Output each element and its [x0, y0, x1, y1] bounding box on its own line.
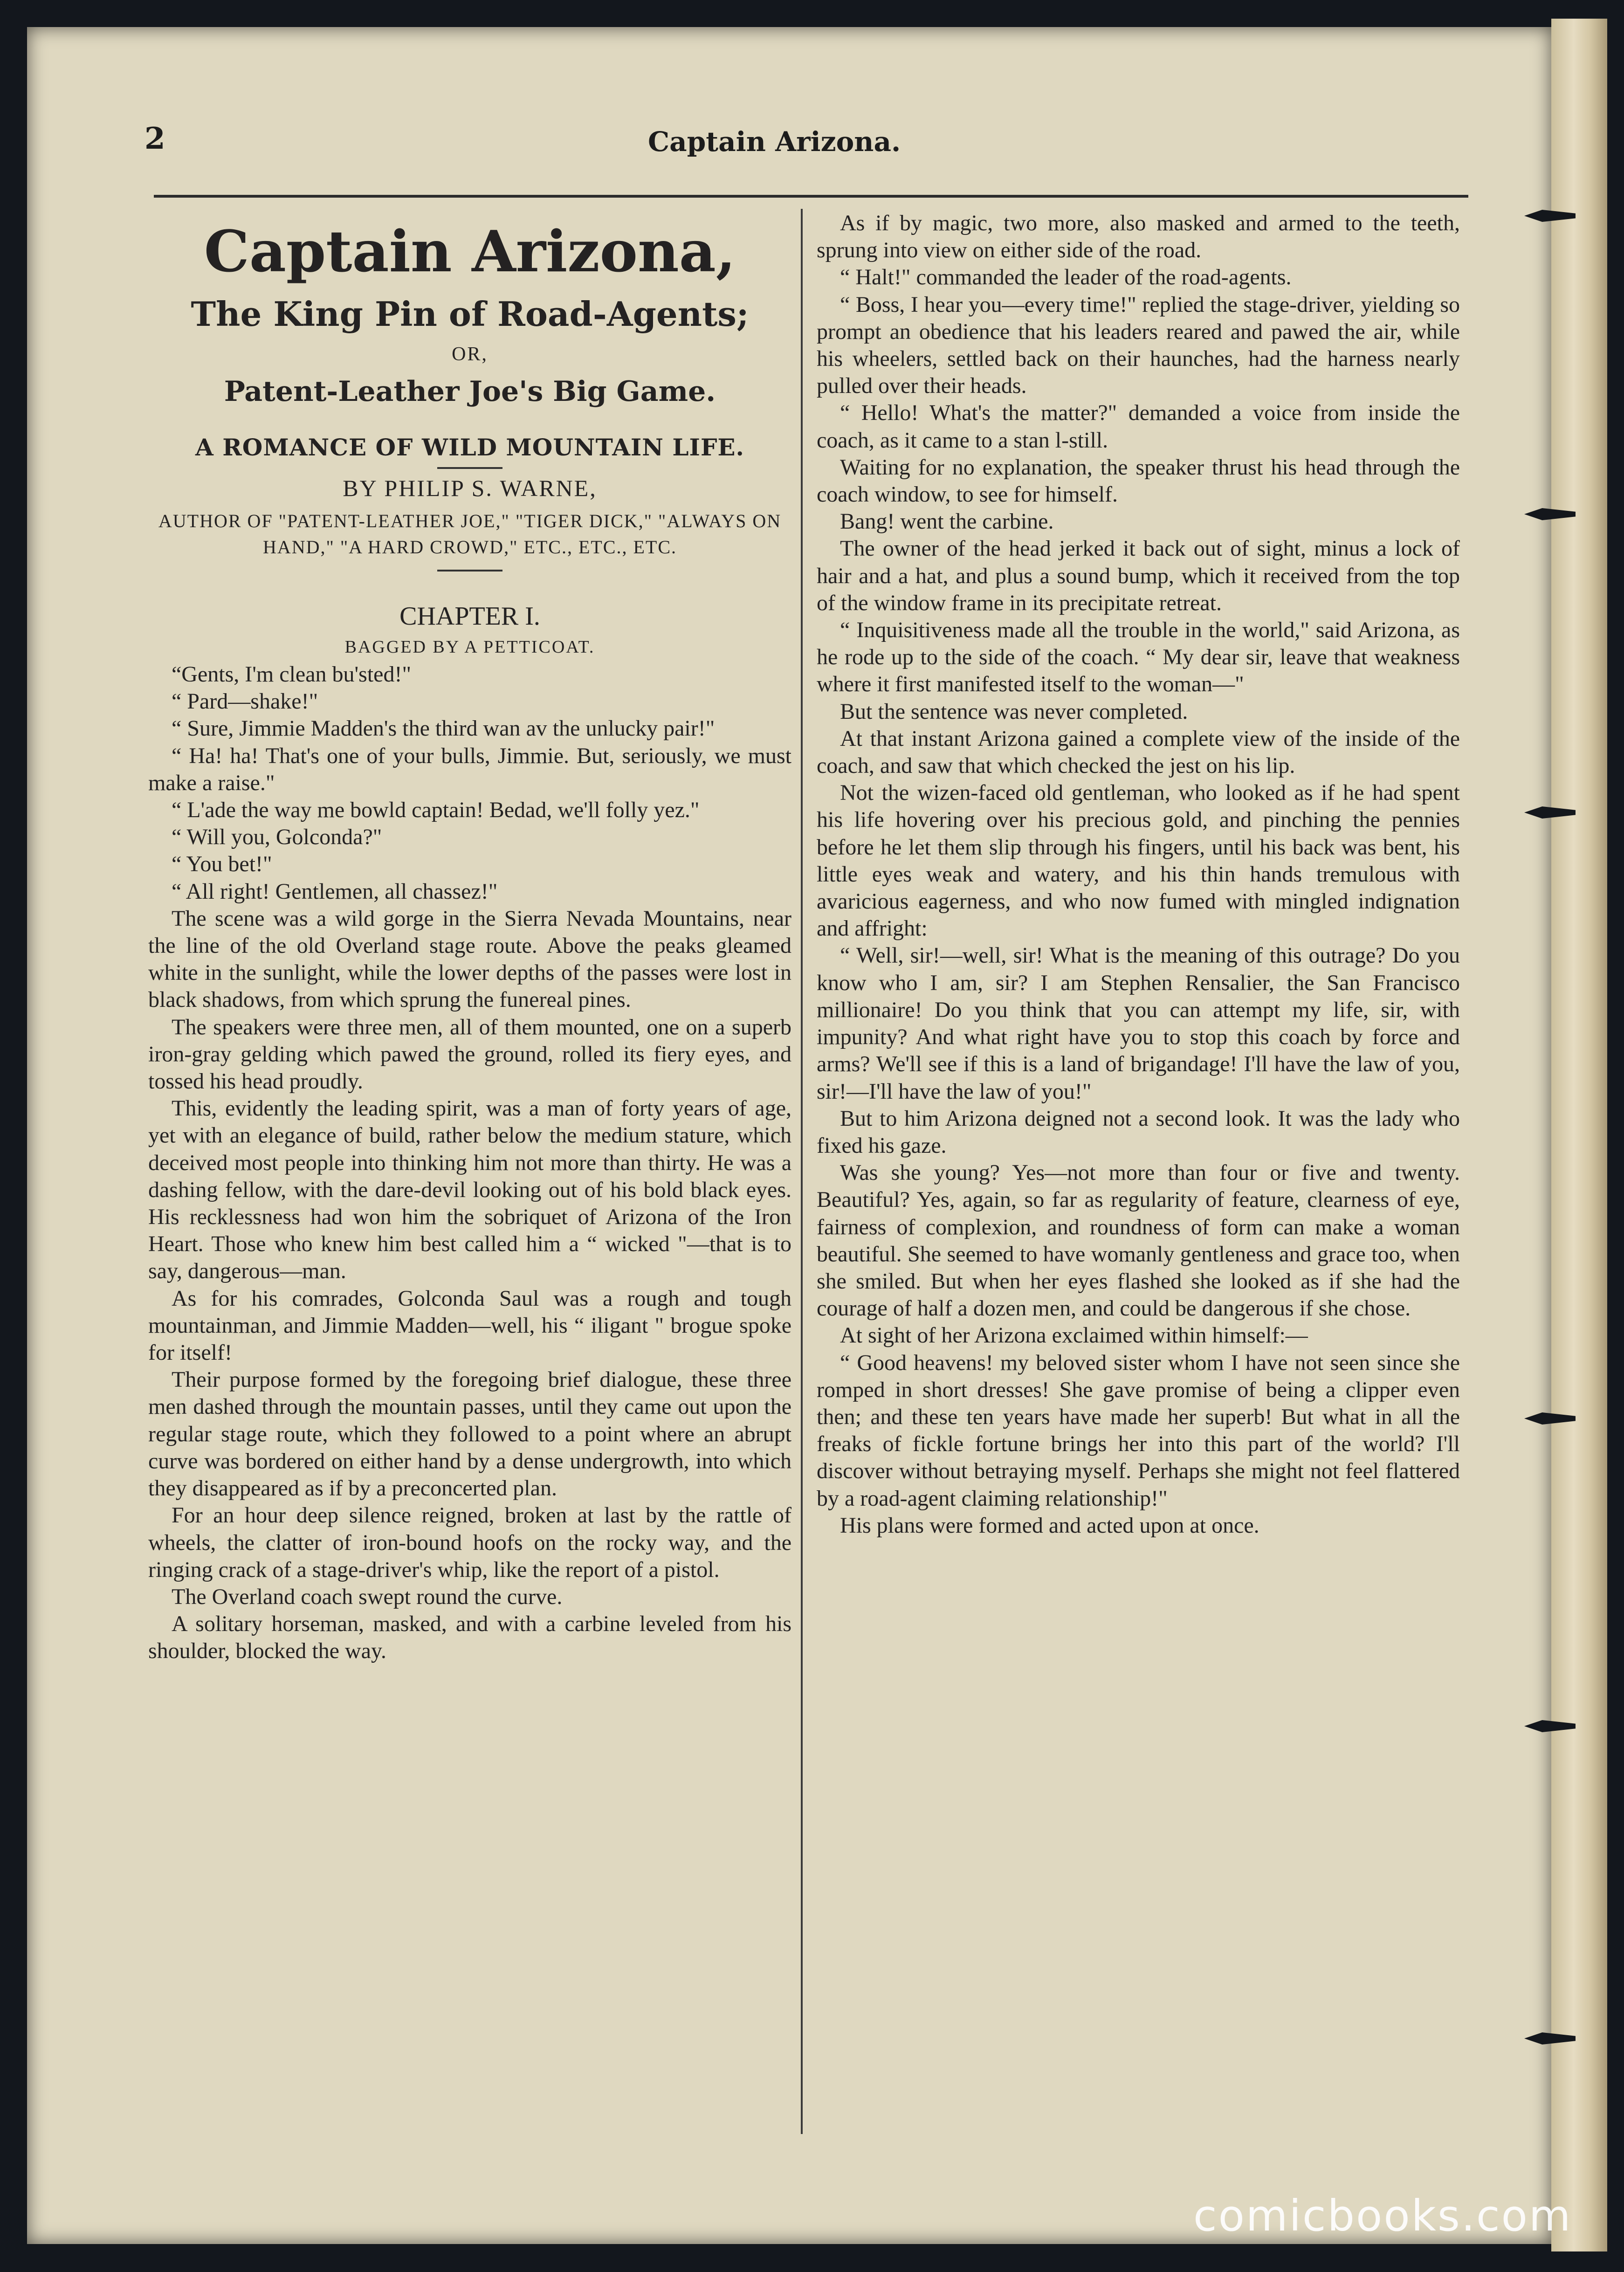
story-alt-title: Patent-Leather Joe's Big Game.	[224, 375, 716, 408]
paragraph: “ Good heavens! my beloved sister whom I have not seen since she romped in short dresses! She gave promise of being a clipper even then; and these ten years have made her superb! But what in all the freaks of fickle fortune brings her into this part of the world? I'll discover without betraying myself. Perhaps she might not feel flattered by a road-agent claiming relationship!"	[817, 1350, 1460, 1511]
story-subtitle: The King Pin of Road-Agents;	[191, 294, 749, 334]
site-watermark: comicbooks.com	[1193, 2191, 1572, 2241]
paragraph: “ Well, sir!—well, sir! What is the meaning of this outrage? Do you know who I am, sir? I am Stephen Rensalier, the San Francisco millionaire! Do you think that you can attempt my life, sir, with impunity? And what right have you to stop this coach by force and arms? We'll see if this is a land of brigandage! I'll have the law of you, sir!—I'll have the law of you!"	[817, 943, 1460, 1104]
paragraph: The owner of the head jerked it back out of sight, minus a lock of hair and a hat, and plus a sound bump, which it received from the top of the window frame in its precipitate retreat.	[817, 536, 1460, 615]
chapter-number: CHAPTER I.	[399, 602, 540, 631]
story-title: Captain Arizona,	[204, 218, 736, 285]
paragraph: Was she young? Yes—not more than four or five and twenty. Beautiful? Yes, again, so far as regularity of feature, clearness of eye, fairness of complexion, and roundness of form can make a woman beautiful. She seemed to have womanly gentleness and grace too, when she smiled. But when her eyes flashed she looked as if she had the courage of half a dozen men, and could be dangerous if she chose.	[817, 1160, 1460, 1321]
paragraph: “ L'ade the way me bowld captain! Bedad, we'll folly yez."	[172, 798, 700, 823]
story-or: OR,	[452, 344, 488, 365]
paragraph: “ Pard—shake!"	[172, 689, 318, 714]
paragraph: As if by magic, two more, also masked and armed to the teeth, sprung into view on either side of the road.	[817, 211, 1460, 263]
header-rule	[154, 195, 1468, 198]
paragraph: Waiting for no explanation, the speaker thrust his head through the coach window, to see for himself.	[817, 454, 1460, 507]
left-column	[148, 210, 791, 1665]
story-romance-line: A ROMANCE OF WILD MOUNTAIN LIFE.	[195, 434, 744, 461]
paragraph: The speakers were three men, all of them mounted, one on a superb iron-gray gelding which pawed the ground, rolled its fiery eyes, and tossed his head proudly.	[148, 1014, 791, 1094]
paragraph: His plans were formed and acted upon at once.	[840, 1513, 1259, 1538]
column-divider	[801, 209, 803, 2134]
right-column	[817, 210, 1460, 1539]
page-header	[126, 112, 1440, 168]
paragraph: “ Boss, I hear you—every time!" replied the stage-driver, yielding so prompt an obedience that his leaders reared and pawed the air, while his wheelers, settled back on their haunches, had the harness nearly pulled over their heads.	[817, 292, 1460, 399]
paragraph: “ All right! Gentlemen, all chassez!"	[172, 879, 498, 904]
paragraph: But the sentence was never completed.	[840, 699, 1188, 724]
paragraph: Bang! went the carbine.	[840, 509, 1054, 534]
paragraph: For an hour deep silence reigned, broken at last by the rattle of wheels, the clatter of iron-bound hoofs on the rocky way, and the ringing crack of a stage-driver's whip, like the report of a pistol.	[148, 1503, 791, 1582]
paragraph: The Overland coach swept round the curve.	[172, 1584, 563, 1609]
paragraph: At sight of her Arizona exclaimed within himself:—	[840, 1323, 1308, 1348]
paragraph: Not the wizen-faced old gentleman, who looked as if he had spent his life hovering over his precious gold, and pinching the pennies before he let them slip through his fingers, until his back was bent, his little eyes weak and watery, and his thin hands tremulous with avaricious eagerness, and who now fumed with mingled indignation and affright:	[817, 780, 1460, 941]
paragraph: A solitary horseman, masked, and with a carbine leveled from his shoulder, blocked the way.	[148, 1611, 791, 1664]
paragraph: But to him Arizona deigned not a second look. It was the lady who fixed his gaze.	[817, 1106, 1460, 1158]
paragraph: Their purpose formed by the foregoing brief dialogue, these three men dashed through the mountain passes, until they came out upon the regular stage route, which they followed to a point where an abrupt curve was bordered on either hand by a dense undergrowth, into which they disappeared as if by a preconcerted plan.	[148, 1367, 791, 1501]
paragraph: “ Hello! What's the matter?" demanded a voice from inside the coach, as it came to a stan l-still.	[817, 400, 1460, 453]
right-column-body	[817, 210, 1460, 1539]
byline: BY PHILIP S. WARNE,	[343, 475, 597, 501]
paragraph: “ You bet!"	[172, 852, 272, 877]
paragraph: This, evidently the leading spirit, was a man of forty years of age, yet with an elegance of build, rather below the medium stature, which deceived most people into thinking him not more than thirty. He was a dashing fellow, with the dare-devil looking out of his bold black eyes. His recklessness had won him the sobriquet of Arizona of the Iron Heart. Those who knew him best called him a “ wicked "—that is to say, dangerous—man.	[148, 1096, 791, 1284]
title-rule	[437, 570, 502, 571]
chapter-title: BAGGED BY A PETTICOAT.	[344, 637, 595, 657]
paragraph: “ Ha! ha! That's one of your bulls, Jimmie. But, seriously, we must make a raise."	[148, 743, 791, 795]
running-head: Captain Arizona.	[648, 126, 901, 158]
binding-spine	[1551, 19, 1607, 2251]
paragraph: “ Halt!" commanded the leader of the road-agents.	[840, 265, 1292, 290]
author-credits: AUTHOR OF "PATENT-LEATHER JOE," "TIGER DICK," "ALWAYS ON HAND," "A HARD CROWD," ETC., ETC., ETC.	[158, 510, 782, 558]
paragraph: The scene was a wild gorge in the Sierra Nevada Mountains, near the line of the old Overland stage route. Above the peaks gleamed white in the sunlight, while the lower depths of the passes were lost in black shadows, from which sprung the funereal pines.	[148, 906, 791, 1012]
left-column-body	[148, 661, 791, 1665]
title-rule	[437, 467, 502, 469]
paragraph: “Gents, I'm clean bu'sted!"	[172, 662, 412, 687]
paragraph: “ Sure, Jimmie Madden's the third wan av the unlucky pair!"	[172, 716, 715, 741]
paragraph: “ Will you, Golconda?"	[172, 825, 382, 850]
page-number: 2	[145, 121, 165, 156]
paragraph: At that instant Arizona gained a complete view of the inside of the coach, and saw that which checked the jest on his lip.	[817, 726, 1460, 778]
paragraph: “ Inquisitiveness made all the trouble in the world," said Arizona, as he rode up to the side of the coach. “ My dear sir, leave that weakness where it first manifested itself to the woman—"	[817, 618, 1460, 697]
paragraph: As for his comrades, Golconda Saul was a rough and tough mountainman, and Jimmie Madden—well, his “ iligant " brogue spoke for itself!	[148, 1286, 791, 1365]
